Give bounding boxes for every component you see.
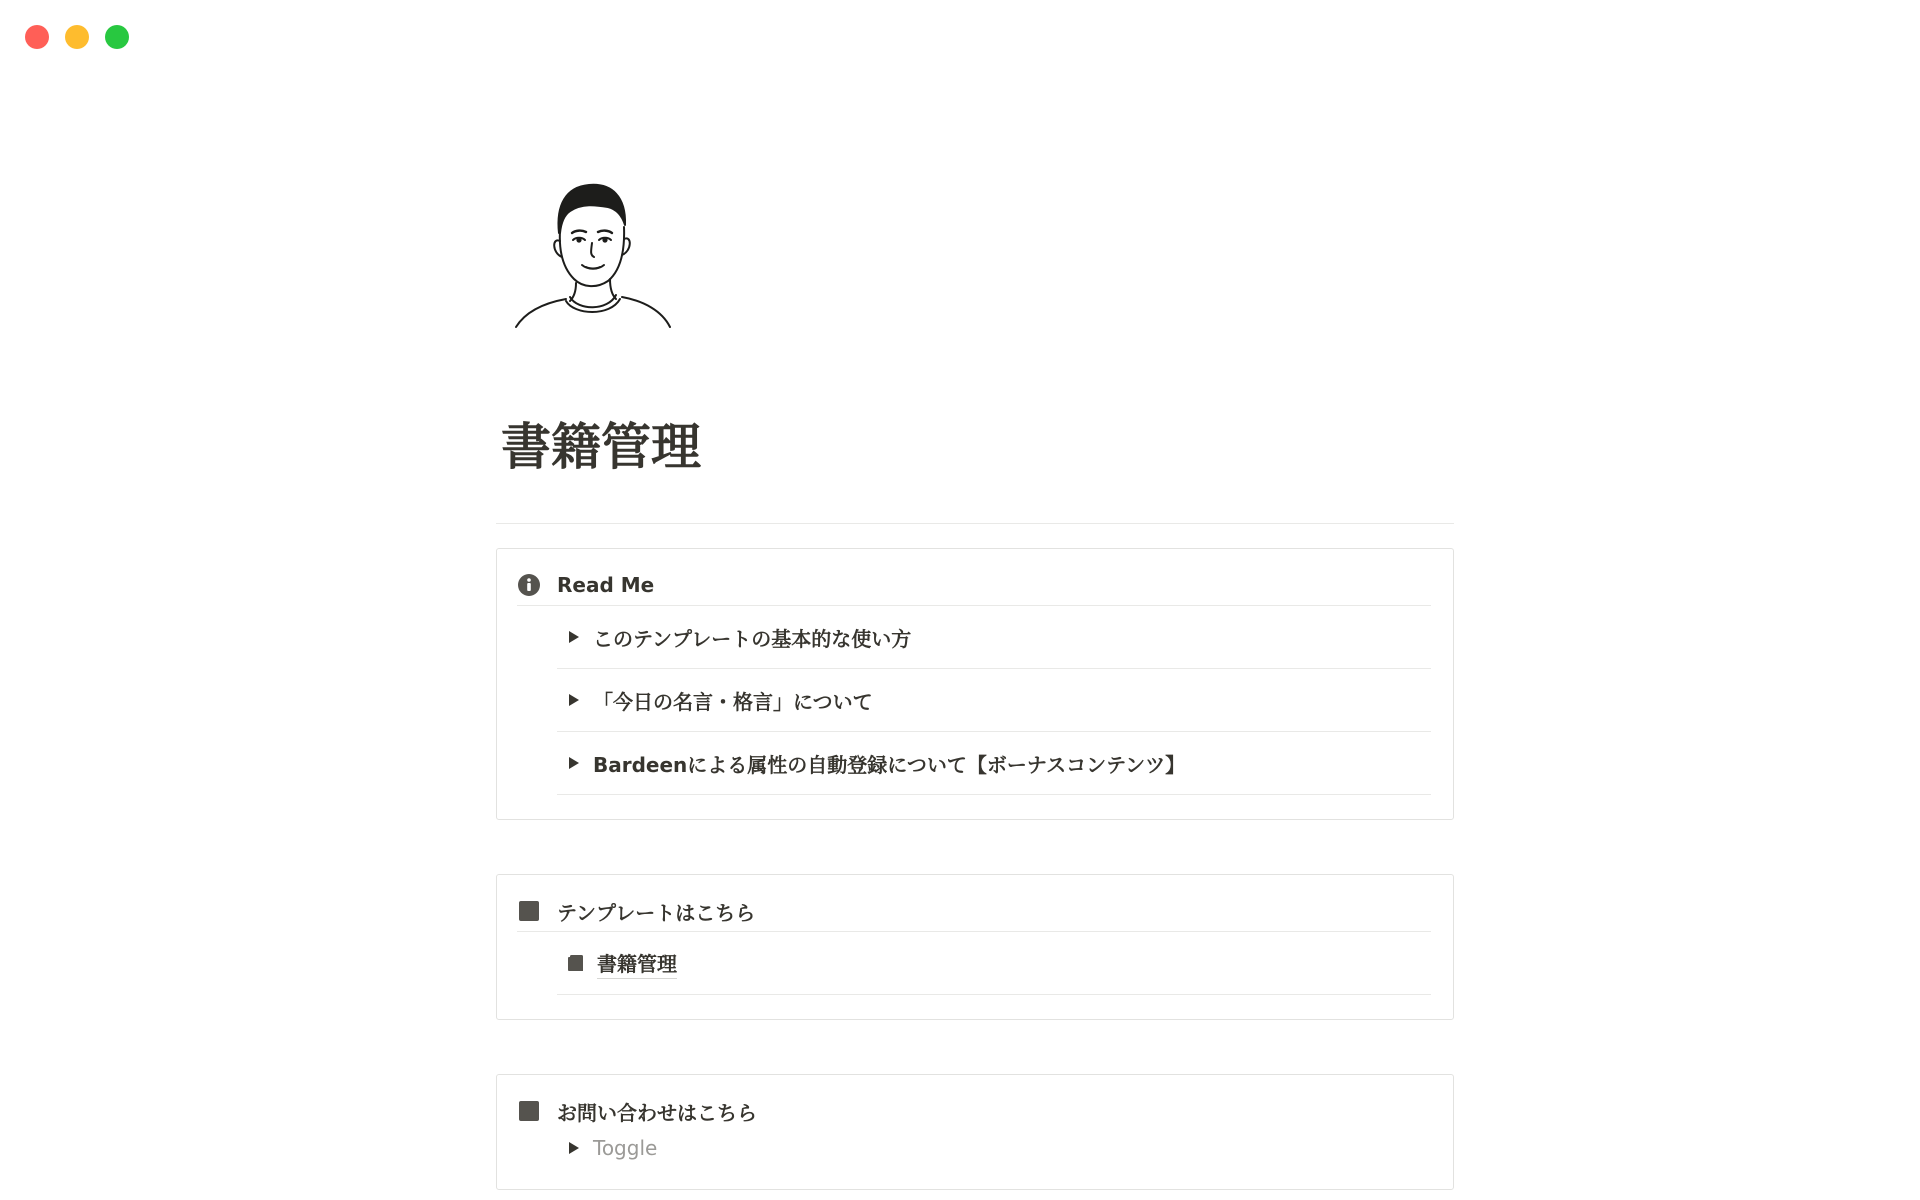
triangle-right-icon[interactable] [569, 694, 579, 706]
toggle-label: Bardeenによる属性の自動登録について【ボーナスコンテンツ】 [593, 752, 1186, 777]
maximize-window-button[interactable] [105, 25, 129, 49]
book-icon [565, 952, 587, 974]
contact-callout [496, 1074, 1454, 1190]
template-links [557, 932, 1431, 995]
toggle-item[interactable] [557, 1131, 1431, 1165]
toggle-item[interactable] [557, 732, 1431, 795]
page-content [496, 175, 1454, 1190]
square-icon[interactable] [517, 1099, 541, 1123]
contact-toggle-list [557, 1131, 1431, 1165]
readme-title: Read Me [557, 573, 655, 597]
contact-title: お問い合わせはこちら [557, 1100, 757, 1125]
toggle-item[interactable] [557, 606, 1431, 669]
template-callout [496, 874, 1454, 1020]
triangle-right-icon[interactable] [569, 1142, 579, 1154]
page-link[interactable] [557, 932, 1431, 995]
close-window-button[interactable] [25, 25, 49, 49]
contact-header [517, 1091, 1431, 1131]
toggle-item[interactable] [557, 669, 1431, 732]
minimize-window-button[interactable] [65, 25, 89, 49]
toggle-placeholder[interactable]: Toggle [593, 1136, 658, 1160]
square-icon[interactable] [517, 899, 541, 923]
page-link-label[interactable]: 書籍管理 [597, 948, 677, 979]
readme-header [517, 565, 1431, 606]
template-title: テンプレートはこちら [557, 900, 756, 925]
window-controls [25, 25, 129, 49]
toggle-label: このテンプレートの基本的な使い方 [593, 626, 912, 651]
toggle-label: 「今日の名言・格言」について [593, 689, 873, 714]
readme-callout [496, 548, 1454, 820]
triangle-right-icon[interactable] [569, 631, 579, 643]
triangle-right-icon[interactable] [569, 757, 579, 769]
page-avatar-icon[interactable] [504, 175, 684, 335]
divider [496, 523, 1454, 524]
readme-toggle-list [557, 606, 1431, 795]
page-title[interactable]: 書籍管理 [501, 418, 701, 476]
info-icon[interactable] [517, 573, 541, 597]
template-header [517, 891, 1431, 932]
